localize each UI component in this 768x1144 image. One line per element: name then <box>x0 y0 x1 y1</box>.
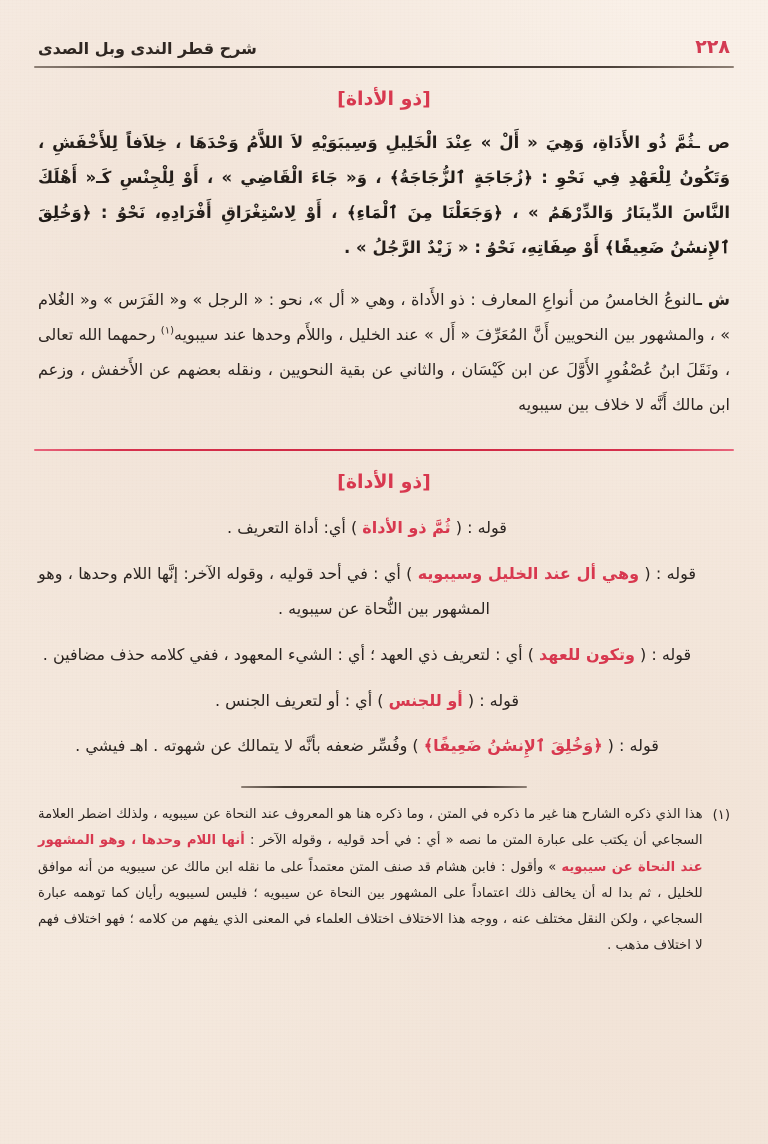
page-number: ٢٢٨ <box>695 36 730 58</box>
commentary-suffix: ) وفُسِّر ضعفه بأنَّه لا يتمالك عن شهوته . اهـ فيشي . <box>75 736 424 756</box>
footnote-body <box>38 802 703 959</box>
footnote-text-1: هذا الذي ذكره الشارح هنا غير ما ذكره في المتن ، وما ذكره هنا هو المعروف عند النحاة عن سيبويه ، ولذلك اضطر العلامة السجاعي أن يكتب على عبارة المتن ما نصه « أي : في أحد قوليه ، وقوله الآخر : <box>38 807 703 849</box>
matn-quran-2: ﴿وَجَعَلْنَا مِنَ ٱلْمَاءِ﴾ <box>346 202 503 222</box>
footnote-text-2: » وأقول : فابن هشام قد صنف المتن معتمداً على ما نقله ابن مالك عن سيبويه من أنه موافق للخليل ، ثم بدا له أن يخالف ذلك اعتماداً على المشهور بين النحاة عن سيبويه ؛ فليس لسيبويه رأيان كما توهمه عبارة السجاعي ، ولكن النقل مختلف عنه ، ووجه هذا الاختلاف اختلاف العلماء في المعنى الذي يفهم من كلامه ؛ فهو اختلاف فهم لا اختلاف مذهب . <box>38 859 703 953</box>
sharh-text-1: النوعُ الخامسُ من أنواعِ المعارف : ذو الأَداة ، وهي « أل »، نحو : « الرجل » و« الفَرَس » و« الغُلام » ، والمشهور بين النحويين أَنَّ المُعَرِّفَ « أَل » عند الخليل ، واللأَم وحدها عند سيبويه <box>38 289 731 345</box>
matn-paragraph <box>32 126 736 266</box>
commentary-quoted-text: أو للجنس <box>388 690 463 710</box>
matn-section-title: [ذو الأداة] <box>337 88 431 110</box>
matn-text-4: أَوْ صِفَاتِهِ، نَحْوُ : « زَيْدٌ الرَّجُلُ » . <box>344 237 605 257</box>
commentary-suffix: ) أي : لتعريف ذي العهد ؛ أي : الشيء المعهود ، ففي كلامه حذف مضافين . <box>42 644 540 664</box>
footnotes-area <box>32 802 736 959</box>
commentary-entry <box>32 557 736 627</box>
commentary-section-title: [ذو الأداة] <box>337 471 431 494</box>
commentary-entry <box>32 684 736 719</box>
commentary-prefix: قوله : ( <box>462 690 520 710</box>
matn-quran-3: ﴿وَخُلِقَ ٱلإِنسَٰنُ ضَعِيفًا﴾ <box>38 202 730 257</box>
header-divider <box>34 66 734 68</box>
commentary-suffix: ) أي : أو لتعريف الجنس . <box>214 690 389 710</box>
footnote-number: (١) <box>712 808 730 824</box>
footnote-divider <box>241 786 527 788</box>
commentary-prefix: قوله : ( <box>602 736 659 756</box>
matn-quran-1: ﴿زُجَاجَةٍ ٱلزُّجَاجَةُ﴾ <box>389 167 533 187</box>
matn-text-2: ، وَ« جَاءَ الْقَاضِي » ، أَوْ لِلْجِنْسِ كَـ« أَهْلَكَ النَّاسَ الدِّينَارُ وَالدِّرْهَمُ » ، <box>38 167 730 222</box>
commentary-quoted-text: ثُمَّ ذو الأداة <box>362 518 451 538</box>
sharh-paragraph <box>32 282 736 423</box>
commentary-entry <box>32 729 736 764</box>
footnote-reference[interactable]: (١) <box>160 325 174 337</box>
book-title: شرح قطر الندى وبل الصدى <box>38 39 257 58</box>
running-head <box>32 36 736 64</box>
commentary-entries <box>32 511 736 764</box>
section-divider-red <box>34 449 734 451</box>
matn-marker: ص ـ <box>694 133 730 152</box>
matn-text-1: ثُمَّ ذُو الأَدَاةِ، وَهِيَ « أَلْ » عِنْدَ الْخَلِيلِ وَسِيبَوَيْهِ لاَ اللاَّمُ وَحْدَهَا ، خِلاَفاً لِلأَخْفَشِ ، وَتَكُونُ لِلْعَهْدِ فِي نَحْوِ : <box>38 133 730 187</box>
commentary-entry <box>32 511 736 546</box>
commentary-entry <box>32 638 736 673</box>
matn-text-3: ، أَوْ لِاسْتِغْرَاقِ أَفْرَادِهِ، نَحْوُ : <box>91 202 347 222</box>
commentary-suffix: ) أي : في أحد قوليه ، وقوله الآخر: إنَّها اللام وحدها ، وهو المشهور بين النُّحاة عن سيبويه . <box>38 563 490 618</box>
commentary-suffix: ) أي: أداة التعريف . <box>227 518 363 538</box>
commentary-prefix: قوله : ( <box>634 644 692 664</box>
commentary-prefix: قوله : ( <box>639 563 696 583</box>
footnote-item <box>38 802 730 959</box>
sharh-marker: ش ـ <box>696 289 731 309</box>
footnote-quoted-text: أنها اللام وحدها ، وهو المشهور عند النحاة عن سيبويه <box>38 833 703 875</box>
commentary-prefix: قوله : ( <box>450 518 507 538</box>
sharh-text-2: رحمهما الله تعالى ، ونَقَلَ ابنُ عُصْفُورٍ الأَوَّلَ عن ابن كَيْسَان ، والثاني عن بقية النحويين ، ونقله بعضهم عن الأَخفش ، وزعم ابن مالك أَنَّه لا خلاف بين سيبويه <box>38 325 730 415</box>
commentary-quoted-text: ﴿وَخُلِقَ ٱلإِنسَٰنُ ضَعِيفًا﴾ <box>423 736 603 756</box>
commentary-quoted-text: وتكون للعهد <box>539 644 635 664</box>
commentary-quoted-text: وهي أل عند الخليل وسيبويه <box>417 563 640 583</box>
